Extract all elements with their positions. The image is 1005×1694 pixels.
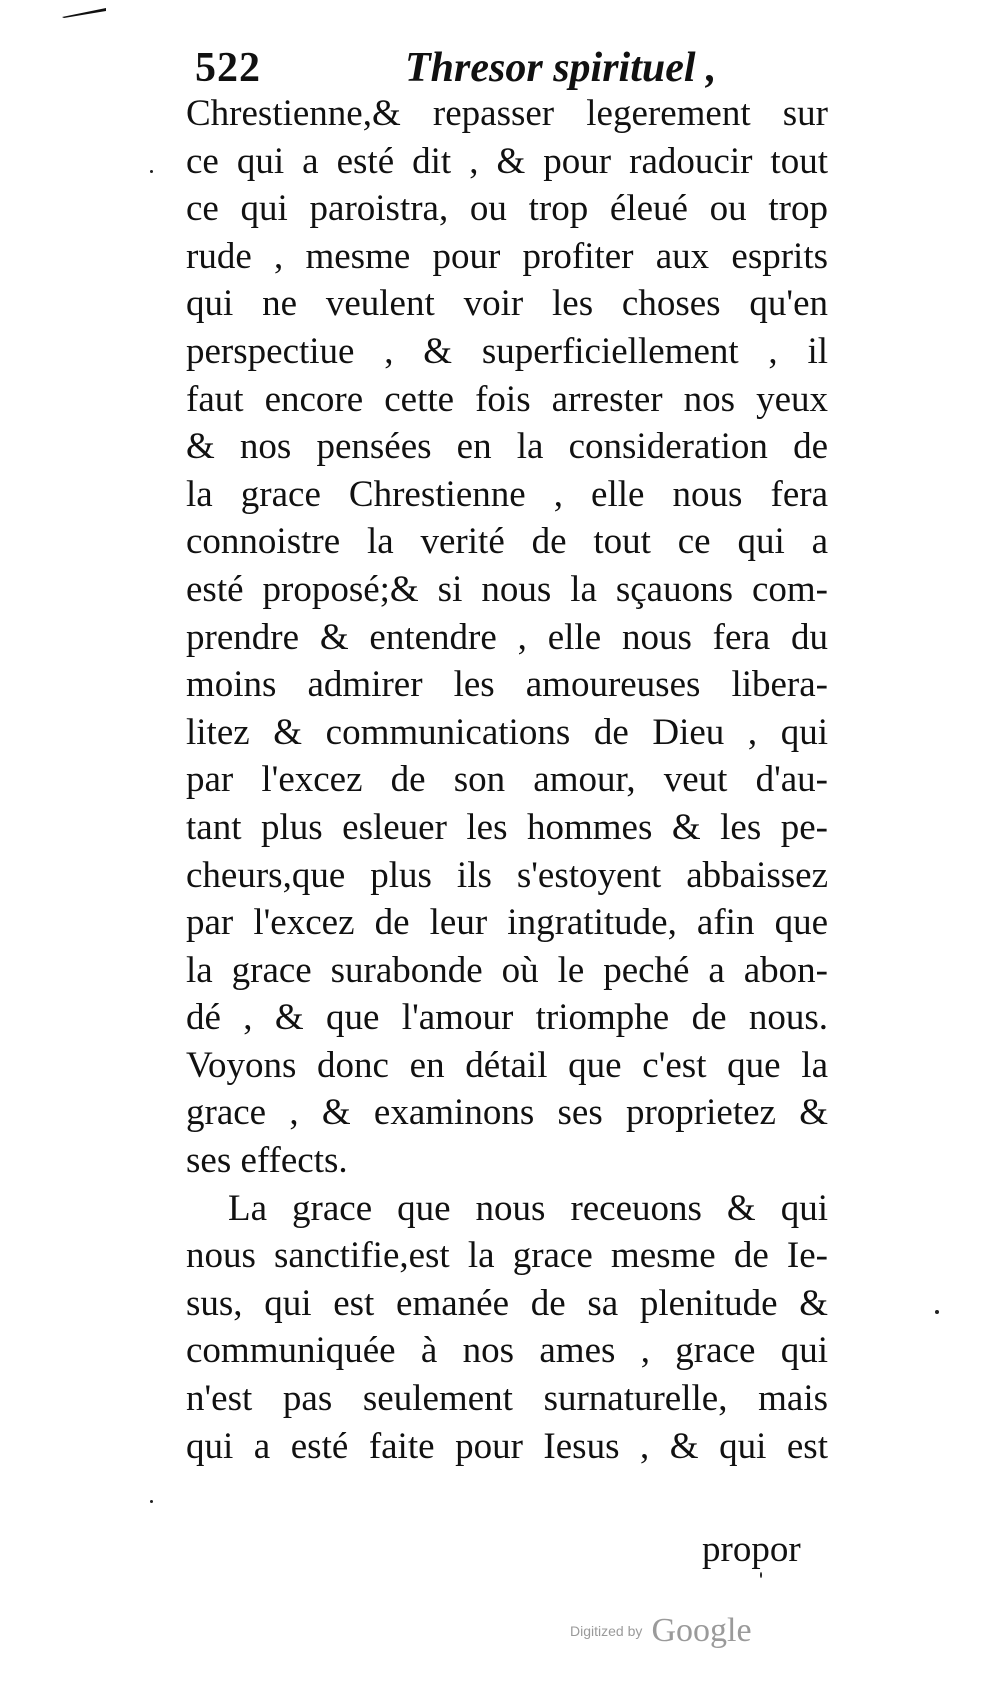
page-number: 522 <box>195 45 261 91</box>
text-line: Chrestienne,& repasser legerement sur <box>186 93 828 134</box>
text-line: la grace Chrestienne , elle nous fera <box>186 473 828 515</box>
ink-speck <box>935 1310 939 1314</box>
text-line: grace , & examinons ses proprietez & <box>186 1092 828 1134</box>
text-line: prendre & entendre , elle nous fera du <box>186 616 828 658</box>
body-text <box>186 90 828 1470</box>
ink-speck <box>150 170 153 173</box>
text-line: ce qui paroistra, ou trop éleué ou trop <box>186 188 828 230</box>
text-line: moins admirer les amoureuses libera- <box>186 664 828 706</box>
text-line: ce qui a esté dit , & pour radoucir tout <box>186 140 828 182</box>
text-line: perspectiue , & superficiellement , il <box>186 330 828 372</box>
text-line: dé , & que l'amour triomphe de nous. <box>186 997 828 1039</box>
text-line: ses effects. <box>186 1140 348 1182</box>
text-line: esté proposé;& si nous la sçauons com- <box>186 568 828 610</box>
text-line: par l'excez de leur ingratitude, afin que <box>186 902 828 944</box>
digitization-watermark <box>570 1612 752 1650</box>
text-line: qui ne veulent voir les choses qu'en <box>186 283 828 325</box>
google-logo: Google <box>651 1612 752 1649</box>
running-title: Thresor spirituel , <box>405 45 717 91</box>
ink-mark <box>62 8 106 18</box>
ink-speck <box>150 1500 153 1503</box>
catchword: propor <box>702 1529 801 1570</box>
text-line: nous sanctifie,est la grace mesme de Ie- <box>186 1235 828 1277</box>
ink-speck <box>760 1572 762 1578</box>
text-line: Voyons donc en détail que c'est que la <box>186 1044 828 1086</box>
text-line: cheurs,que plus ils s'estoyent abbaissez <box>186 854 828 896</box>
text-line: sus, qui est emanée de sa plenitude & <box>186 1282 828 1324</box>
text-line: par l'excez de son amour, veut d'au- <box>186 759 828 801</box>
watermark-prefix: Digitized by <box>570 1623 643 1639</box>
text-line: faut encore cette fois arrester nos yeux <box>186 378 828 420</box>
text-line: & nos pensées en la consideration de <box>186 426 828 468</box>
text-line: n'est pas seulement surnaturelle, mais <box>186 1378 828 1420</box>
text-line: qui a esté faite pour Iesus , & qui est <box>186 1425 828 1467</box>
text-line: rude , mesme pour profiter aux esprits <box>186 235 828 277</box>
text-line: tant plus esleuer les hommes & les pe- <box>186 806 828 848</box>
text-line: litez & communications de Dieu , qui <box>186 711 828 753</box>
text-line: communiquée à nos ames , grace qui <box>186 1330 828 1372</box>
paragraph-start-line: La grace que nous receuons & qui <box>228 1187 828 1229</box>
text-line: connoistre la verité de tout ce qui a <box>186 521 828 563</box>
text-line: la grace surabonde où le peché a abon- <box>186 949 828 991</box>
